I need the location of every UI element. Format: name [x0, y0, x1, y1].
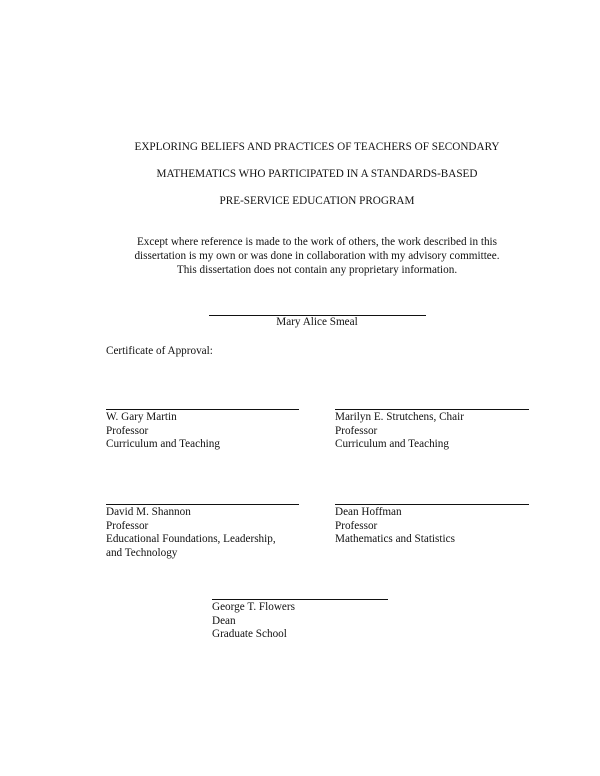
signatory-title: Professor [106, 519, 149, 532]
statement-line-1: Except where reference is made to the work of others, the work described in this [136, 236, 498, 248]
statement-line-3: This dissertation does not contain any proprietary information. [176, 264, 458, 276]
signature-line-shannon [106, 504, 299, 505]
signatory-name: Marilyn E. Strutchens, Chair [335, 411, 464, 423]
title-line-2: MATHEMATICS WHO PARTICIPATED IN A STANDARDS-BASED [156, 168, 478, 180]
signatory-title: Professor [335, 424, 378, 437]
signatory-department: Graduate School [212, 628, 287, 641]
signatory-title: Professor [335, 519, 378, 532]
author-name: Mary Alice Smeal [276, 316, 358, 328]
signatory-department: Curriculum and Teaching [106, 438, 220, 451]
signatory-shannon [106, 506, 276, 560]
signatory-name: David M. Shannon [106, 506, 191, 518]
signatory-name: Dean Hoffman [335, 506, 402, 518]
signature-line-hoffman [335, 504, 529, 505]
signatory-martin [106, 411, 220, 452]
signatory-name: W. Gary Martin [106, 411, 177, 423]
signatory-department: Mathematics and Statistics [335, 533, 455, 546]
signature-line-flowers [212, 599, 388, 600]
signatory-title: Professor [106, 424, 149, 437]
signatory-department-line-2: and Technology [106, 546, 178, 559]
signatory-hoffman [335, 506, 455, 547]
signatory-name: George T. Flowers [212, 601, 295, 613]
signatory-department: Curriculum and Teaching [335, 438, 449, 451]
originality-statement [0, 235, 600, 277]
title-line-1: EXPLORING BELIEFS AND PRACTICES OF TEACHERS OF SECONDARY [134, 141, 500, 153]
signatory-flowers [212, 601, 295, 642]
signatory-title: Dean [212, 614, 236, 627]
signature-line-strutchens [335, 409, 529, 410]
signatory-strutchens [335, 411, 464, 452]
statement-line-2: dissertation is my own or was done in collaboration with my advisory committee. [134, 250, 500, 262]
signature-line-martin [106, 409, 299, 410]
title-line-3: PRE-SERVICE EDUCATION PROGRAM [219, 195, 415, 207]
certificate-label: Certificate of Approval: [106, 345, 213, 357]
signatory-department-line-1: Educational Foundations, Leadership, [106, 533, 276, 546]
